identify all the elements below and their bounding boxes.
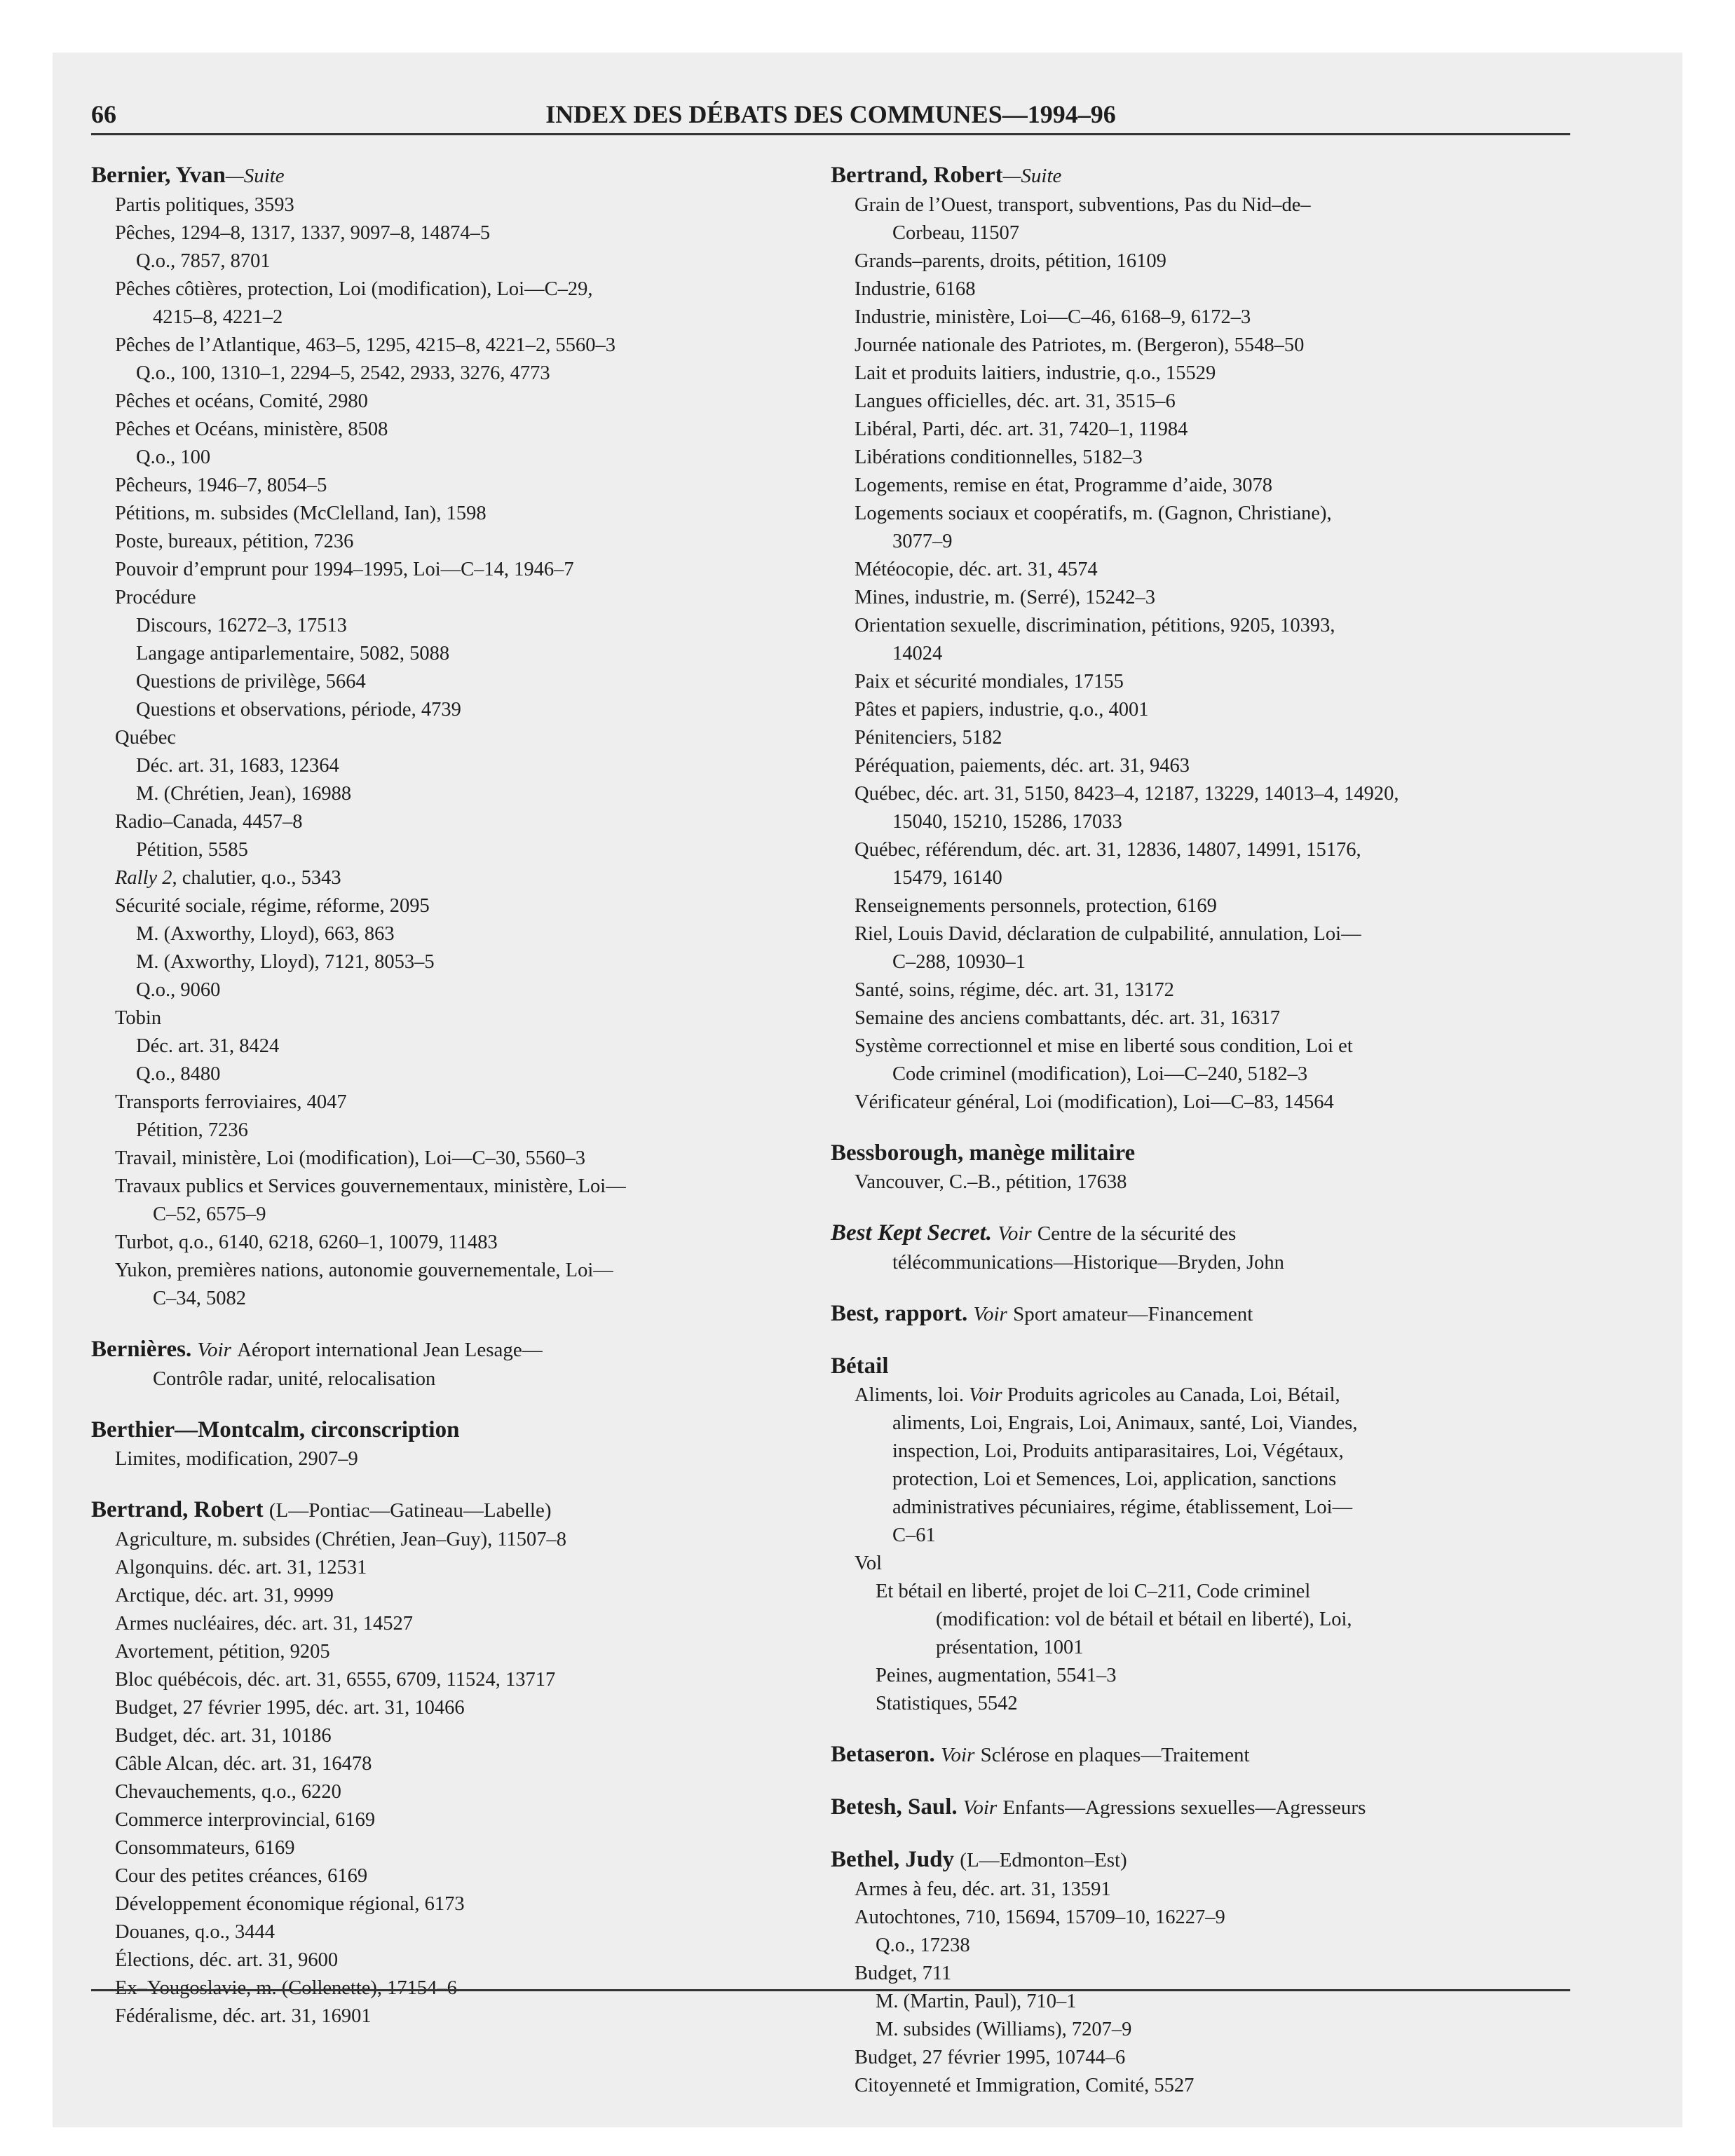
- index-subline: Peines, augmentation, 5541–3: [876, 1665, 1117, 1686]
- entry-name: Bethel, Judy: [831, 1847, 955, 1872]
- entry-heading: [831, 1298, 1560, 1330]
- index-wrap-line: 14024: [892, 643, 943, 664]
- index-line: Budget, 27 février 1995, 10744–6: [855, 2047, 1126, 2068]
- entry-name: Bertrand, Robert: [91, 1497, 264, 1522]
- index-line: Pêches, 1294–8, 1317, 1337, 9097–8, 14874–5: [115, 222, 491, 244]
- index-subline: Pétition, 7236: [136, 1119, 248, 1141]
- index-line: Armes nucléaires, déc. art. 31, 14527: [115, 1613, 413, 1635]
- entry-name: Best, rapport.: [831, 1301, 968, 1326]
- footer-rule: [91, 1989, 1570, 1991]
- index-subwrap-line: présentation, 1001: [936, 1637, 1084, 1658]
- entry-heading: [831, 1844, 1560, 1876]
- index-line: Langues officielles, déc. art. 31, 3515–6: [855, 390, 1176, 412]
- index-line: Autochtones, 710, 15694, 15709–10, 16227–9: [855, 1906, 1225, 1928]
- index-line: Logements, remise en état, Programme d’aide, 3078: [855, 475, 1272, 496]
- index-wrap-line: 15040, 15210, 15286, 17033: [892, 811, 1122, 833]
- index-line: Vérificateur général, Loi (modification), Loi—C–83, 14564: [855, 1091, 1334, 1113]
- index-wrap-line: C–288, 10930–1: [892, 951, 1026, 973]
- index-line: Pêches de l’Atlantique, 463–5, 1295, 4215–8, 4221–2, 5560–3: [115, 334, 616, 356]
- index-line: Pêches côtières, protection, Loi (modification), Loi—C–29,: [115, 278, 593, 300]
- entry-suffix: (L—Pontiac—Gatineau—Labelle): [268, 1499, 552, 1522]
- index-line: Arctique, déc. art. 31, 9999: [115, 1585, 334, 1606]
- index-line: Citoyenneté et Immigration, Comité, 5527: [855, 2075, 1195, 2096]
- index-line: Turbot, q.o., 6140, 6218, 6260–1, 10079, 11483: [115, 1231, 498, 1253]
- index-line: Pêches et Océans, ministère, 8508: [115, 418, 388, 440]
- see-reference: Voir: [941, 1744, 975, 1766]
- index-line: Riel, Louis David, déclaration de culpabilité, annulation, Loi—: [855, 923, 1361, 945]
- index-line: Québec: [115, 727, 177, 749]
- index-wrap-line: inspection, Loi, Produits antiparasitaires, Loi, Végétaux,: [892, 1440, 1344, 1462]
- index-subline: Q.o., 100, 1310–1, 2294–5, 2542, 2933, 3276, 4773: [136, 362, 550, 384]
- page-header: [91, 97, 1570, 135]
- index-entry-bertrand: [91, 1494, 820, 2031]
- index-line: Budget, 27 février 1995, déc. art. 31, 10466: [115, 1697, 465, 1719]
- entry-name: Bernier, Yvan: [91, 163, 226, 188]
- see-target: Sport amateur—Financement: [1013, 1303, 1253, 1325]
- index-line: Orientation sexuelle, discrimination, pétitions, 9205, 10393,: [855, 615, 1335, 636]
- index-line: Partis politiques, 3593: [115, 194, 294, 216]
- index-subline: Q.o., 9060: [136, 979, 221, 1001]
- index-subline: Pétition, 5585: [136, 839, 248, 861]
- index-line: Limites, modification, 2907–9: [115, 1448, 358, 1470]
- index-line: Pénitenciers, 5182: [855, 727, 1002, 749]
- index-line: Québec, référendum, déc. art. 31, 12836, 14807, 14991, 15176,: [855, 839, 1361, 861]
- index-subline: M. (Martin, Paul), 710–1: [876, 1991, 1077, 2012]
- index-subline: Q.o., 8480: [136, 1063, 221, 1085]
- entry-name: Best Kept Secret.: [831, 1220, 993, 1246]
- index-line: Radio–Canada, 4457–8: [115, 811, 303, 833]
- index-line: Chevauchements, q.o., 6220: [115, 1781, 341, 1803]
- index-line: Mines, industrie, m. (Serré), 15242–3: [855, 587, 1156, 608]
- index-wrap-line: 3077–9: [892, 531, 953, 552]
- entry-name: Betaseron.: [831, 1742, 935, 1767]
- index-entry-bernieres: [91, 1334, 820, 1393]
- index-line: Sécurité sociale, régime, réforme, 2095: [115, 895, 430, 917]
- index-entry-best-kept-secret: [831, 1217, 1560, 1277]
- index-line: Algonquins. déc. art. 31, 12531: [115, 1557, 367, 1578]
- index-subline: Et bétail en liberté, projet de loi C–211, Code criminel: [876, 1581, 1311, 1602]
- see-target: Sclérose en plaques—Traitement: [980, 1744, 1250, 1766]
- index-line: Journée nationale des Patriotes, m. (Bergeron), 5548–50: [855, 334, 1305, 356]
- index-subline: M. (Axworthy, Lloyd), 7121, 8053–5: [136, 951, 435, 973]
- index-subline: Questions et observations, période, 4739: [136, 699, 461, 721]
- index-wrap-line: C–34, 5082: [153, 1288, 247, 1309]
- index-line: Élections, déc. art. 31, 9600: [115, 1949, 339, 1971]
- index-line: Pâtes et papiers, industrie, q.o., 4001: [855, 699, 1149, 721]
- left-column: [91, 160, 820, 2052]
- entry-heading: Bétail: [831, 1353, 889, 1379]
- index-subline: Langage antiparlementaire, 5082, 5088: [136, 643, 450, 664]
- see-reference: Voir: [197, 1339, 231, 1361]
- index-line: Pêcheurs, 1946–7, 8054–5: [115, 475, 327, 496]
- entry-name: Bertrand, Robert: [831, 163, 1003, 188]
- index-subline: Q.o., 100: [136, 446, 211, 468]
- index-wrap-line: Corbeau, 11507: [892, 222, 1019, 244]
- index-line: [831, 1381, 1560, 1410]
- index-line: Semaine des anciens combattants, déc. art. 31, 16317: [855, 1007, 1281, 1029]
- index-line: Budget, 711: [855, 1963, 952, 1984]
- vessel-name: Rally 2: [115, 867, 172, 889]
- index-entry-betail: [831, 1351, 1560, 1718]
- index-line: Consommateurs, 6169: [115, 1837, 295, 1859]
- entry-heading: Bessborough, manège militaire: [831, 1140, 1136, 1166]
- index-line: Travail, ministère, Loi (modification), Loi—C–30, 5560–3: [115, 1147, 585, 1169]
- index-subline: Q.o., 17238: [876, 1935, 970, 1956]
- index-line: Paix et sécurité mondiales, 17155: [855, 671, 1124, 692]
- index-subline: Statistiques, 5542: [876, 1693, 1018, 1714]
- see-reference: Voir: [973, 1303, 1007, 1325]
- index-entry-bernier: [91, 160, 820, 1313]
- index-subline: M. (Axworthy, Lloyd), 663, 863: [136, 923, 395, 945]
- index-line: Libéral, Parti, déc. art. 31, 7420–1, 11984: [855, 418, 1188, 440]
- index-line: Ex–Yougoslavie, m. (Collenette), 17154–6: [115, 1977, 457, 1999]
- see-target: Produits agricoles au Canada, Loi, Bétail,: [1007, 1384, 1340, 1406]
- page-number: 66: [91, 100, 116, 128]
- index-entry-best-rapport: [831, 1298, 1560, 1330]
- index-line: Santé, soins, régime, déc. art. 31, 13172: [855, 979, 1174, 1001]
- index-wrap-line: 15479, 16140: [892, 867, 1002, 889]
- index-line: Pouvoir d’emprunt pour 1994–1995, Loi—C–14, 1946–7: [115, 559, 574, 580]
- index-line: Fédéralisme, déc. art. 31, 16901: [115, 2005, 372, 2027]
- entry-heading: [831, 160, 1560, 191]
- vessel-rest: , chalutier, q.o., 5343: [172, 867, 341, 889]
- index-line: Industrie, ministère, Loi—C–46, 6168–9, 6172–3: [855, 306, 1251, 328]
- entry-suffix: —Suite: [225, 165, 285, 187]
- index-line: Câble Alcan, déc. art. 31, 16478: [115, 1753, 372, 1775]
- see-reference: Voir: [962, 1796, 998, 1819]
- index-line: Québec, déc. art. 31, 5150, 8423–4, 12187, 13229, 14013–4, 14920,: [855, 783, 1399, 805]
- entry-heading: [831, 1217, 1560, 1249]
- index-wrap-line: Code criminel (modification), Loi—C–240, 5182–3: [892, 1063, 1308, 1085]
- index-line: Péréquation, paiements, déc. art. 31, 9463: [855, 755, 1190, 777]
- index-line: Commerce interprovincial, 6169: [115, 1809, 376, 1831]
- entry-suffix: (L—Edmonton–Est): [960, 1849, 1127, 1871]
- index-line: Libérations conditionnelles, 5182–3: [855, 446, 1143, 468]
- index-wrap-line: 4215–8, 4221–2: [153, 306, 283, 328]
- index-line: Transports ferroviaires, 4047: [115, 1091, 347, 1113]
- index-entry-berthier: [91, 1414, 820, 1473]
- see-reference: Voir: [998, 1222, 1032, 1245]
- see-reference: Voir: [969, 1384, 1002, 1406]
- index-subline: M. subsides (Williams), 7207–9: [876, 2019, 1132, 2040]
- entry-heading: [91, 1334, 820, 1365]
- index-entry-betesh: [831, 1792, 1560, 1823]
- index-subline: Déc. art. 31, 1683, 12364: [136, 755, 339, 777]
- entry-heading: Berthier—Montcalm, circonscription: [91, 1417, 460, 1442]
- entry-heading: [91, 1494, 820, 1526]
- see-target: Aéroport international Jean Lesage—: [237, 1339, 543, 1361]
- index-line-rally: [91, 864, 820, 892]
- index-subline: Discours, 16272–3, 17513: [136, 615, 347, 636]
- index-line: Budget, déc. art. 31, 10186: [115, 1725, 332, 1747]
- entry-name: Betesh, Saul.: [831, 1794, 958, 1820]
- right-column: [831, 160, 1560, 2121]
- index-subline: Q.o., 7857, 8701: [136, 250, 271, 272]
- index-line: Lait et produits laitiers, industrie, q.o., 15529: [855, 362, 1216, 384]
- index-line: Vol: [855, 1553, 883, 1574]
- index-line: Pétitions, m. subsides (McClelland, Ian), 1598: [115, 503, 487, 524]
- index-entry-bessborough: [831, 1138, 1560, 1196]
- index-line: Grands–parents, droits, pétition, 16109: [855, 250, 1166, 272]
- index-wrap-line: télécommunications—Historique—Bryden, John: [892, 1252, 1284, 1274]
- index-line: Vancouver, C.–B., pétition, 17638: [855, 1171, 1127, 1193]
- index-line: Logements sociaux et coopératifs, m. (Gagnon, Christiane),: [855, 503, 1332, 524]
- index-wrap-line: C–61: [892, 1524, 936, 1546]
- index-entry-bertrand-suite: [831, 160, 1560, 1117]
- entry-heading: [91, 160, 820, 191]
- entry-heading: [831, 1792, 1560, 1823]
- index-entry-betaseron: [831, 1739, 1560, 1770]
- index-subline: M. (Chrétien, Jean), 16988: [136, 783, 352, 805]
- index-line: Bloc québécois, déc. art. 31, 6555, 6709, 11524, 13717: [115, 1669, 556, 1691]
- index-line: Procédure: [115, 587, 196, 608]
- index-line: Développement économique régional, 6173: [115, 1893, 465, 1915]
- index-subline: Déc. art. 31, 8424: [136, 1035, 280, 1057]
- index-wrap-line: protection, Loi et Semences, Loi, application, sanctions: [892, 1468, 1337, 1490]
- index-entry-bethel: [831, 1844, 1560, 2100]
- index-line: Armes à feu, déc. art. 31, 13591: [855, 1878, 1111, 1900]
- index-subline: Questions de privilège, 5664: [136, 671, 366, 692]
- index-line: Agriculture, m. subsides (Chrétien, Jean–Guy), 11507–8: [115, 1529, 567, 1550]
- entry-name: Bernières.: [91, 1337, 192, 1362]
- index-line: Industrie, 6168: [855, 278, 976, 300]
- index-line: Système correctionnel et mise en liberté sous condition, Loi et: [855, 1035, 1353, 1057]
- running-title: INDEX DES DÉBATS DES COMMUNES—1994–96: [545, 100, 1116, 128]
- index-line: Météocopie, déc. art. 31, 4574: [855, 559, 1098, 580]
- see-target: Enfants—Agressions sexuelles—Agresseurs: [1002, 1796, 1366, 1819]
- index-line: Yukon, premières nations, autonomie gouvernementale, Loi—: [115, 1260, 613, 1281]
- index-line: Avortement, pétition, 9205: [115, 1641, 330, 1663]
- index-wrap-line: aliments, Loi, Engrais, Loi, Animaux, santé, Loi, Viandes,: [892, 1412, 1358, 1434]
- index-line: Cour des petites créances, 6169: [115, 1865, 368, 1887]
- index-line: Poste, bureaux, pétition, 7236: [115, 531, 354, 552]
- index-wrap-line: Contrôle radar, unité, relocalisation: [153, 1368, 436, 1390]
- index-line: Pêches et océans, Comité, 2980: [115, 390, 368, 412]
- index-line: Douanes, q.o., 3444: [115, 1921, 275, 1943]
- index-line: Grain de l’Ouest, transport, subventions, Pas du Nid–de–: [855, 194, 1311, 216]
- index-line: Tobin: [115, 1007, 162, 1029]
- index-subwrap-line: (modification: vol de bétail et bétail en liberté), Loi,: [936, 1609, 1352, 1630]
- index-wrap-line: administratives pécuniaires, régime, établissement, Loi—: [892, 1496, 1353, 1518]
- entry-lead: Aliments, loi.: [855, 1384, 964, 1406]
- entry-suffix: —Suite: [1002, 165, 1062, 187]
- index-line: Renseignements personnels, protection, 6169: [855, 895, 1217, 917]
- entry-heading: [831, 1739, 1560, 1770]
- index-line: Travaux publics et Services gouvernementaux, ministère, Loi—: [115, 1175, 626, 1197]
- index-wrap-line: C–52, 6575–9: [153, 1203, 266, 1225]
- see-target: Centre de la sécurité des: [1037, 1222, 1237, 1245]
